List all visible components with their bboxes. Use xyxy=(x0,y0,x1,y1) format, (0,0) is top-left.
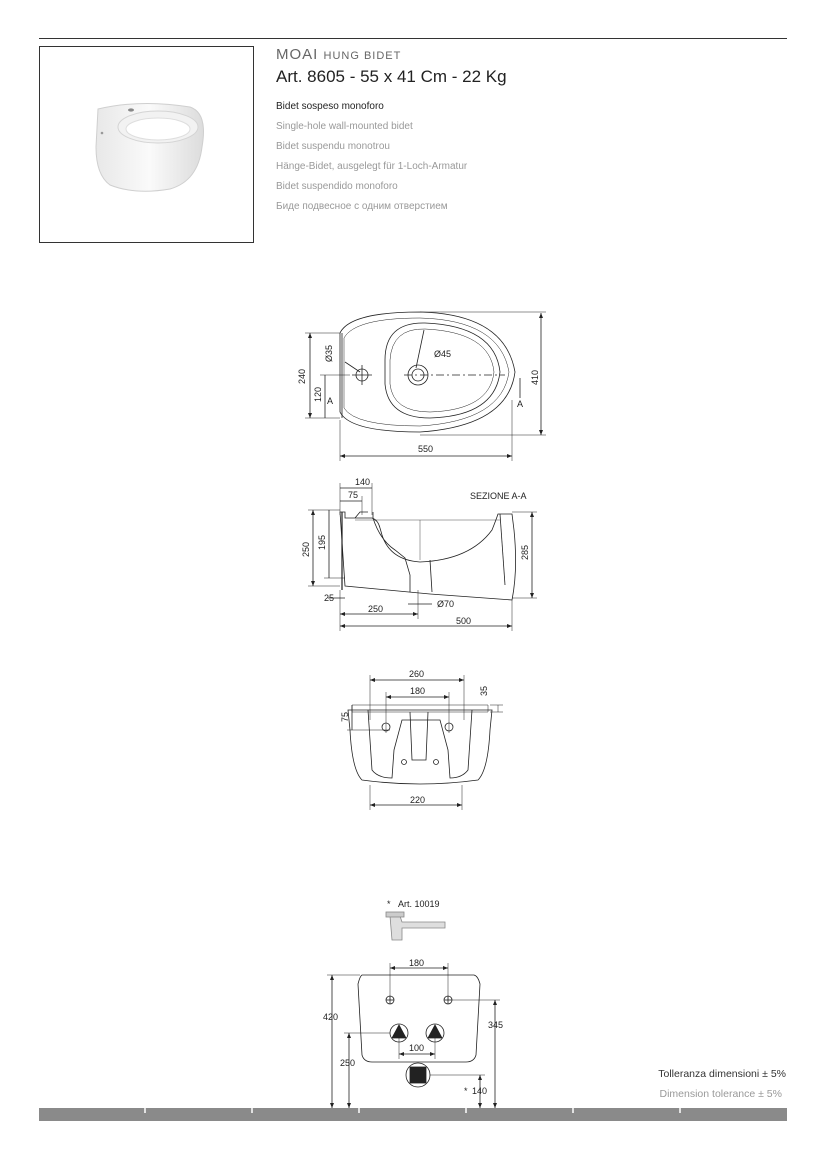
dim-rear-260: 260 xyxy=(409,669,425,679)
dim-section-75: 75 xyxy=(348,490,359,500)
dim-wall-250: 250 xyxy=(340,1058,356,1068)
dim-section-140: 140 xyxy=(355,477,371,487)
dim-wall-420: 420 xyxy=(323,1012,339,1022)
dim-wall-star: * xyxy=(464,1086,468,1096)
accessory-label: Art. 10019 xyxy=(398,899,440,909)
description-en: Single-hole wall-mounted bidet xyxy=(276,121,413,132)
description-ru: Биде подвесное с одним отверстием xyxy=(276,201,448,212)
description-es: Bidet suspendido monoforo xyxy=(276,181,398,192)
section-marker-left: A xyxy=(327,396,334,406)
dim-plan-550: 550 xyxy=(418,444,434,454)
dim-section-250: 250 xyxy=(301,541,311,557)
dim-rear-35: 35 xyxy=(479,685,489,696)
dim-plan-240: 240 xyxy=(297,368,307,384)
dim-plan-d35: Ø35 xyxy=(324,344,334,362)
section-marker-right: A xyxy=(517,399,524,409)
tolerance-it: Tolleranza dimensioni ± 5% xyxy=(658,1068,786,1080)
dim-plan-120: 120 xyxy=(313,386,323,402)
description-it: Bidet sospeso monoforo xyxy=(276,101,384,112)
accessory-star: * xyxy=(387,899,391,909)
dim-rear-75: 75 xyxy=(340,711,350,722)
dim-plan-410: 410 xyxy=(530,369,540,385)
dim-wall-100: 100 xyxy=(409,1043,425,1053)
description-fr: Bidet suspendu monotrou xyxy=(276,141,390,152)
dim-section-25: 25 xyxy=(324,593,335,603)
section-view xyxy=(308,483,537,631)
dim-section-285: 285 xyxy=(520,544,530,560)
dim-wall-345: 345 xyxy=(488,1020,504,1030)
siphon-accessory xyxy=(386,912,445,940)
dim-rear-180: 180 xyxy=(410,686,426,696)
dim-section-250-bottom: 250 xyxy=(368,604,384,614)
dim-wall-140: 140 xyxy=(472,1086,488,1096)
plan-view xyxy=(305,312,546,461)
dim-section-195: 195 xyxy=(317,534,327,550)
dim-section-d70: Ø70 xyxy=(437,599,455,609)
series-subtitle: HUNG BIDET xyxy=(323,50,402,62)
series-name: MOAI xyxy=(276,46,319,63)
dim-plan-d45: Ø45 xyxy=(434,349,452,359)
dim-wall-180: 180 xyxy=(409,958,425,968)
description-de: Hänge-Bidet, ausgelegt für 1-Loch-Armatur xyxy=(276,161,468,172)
tolerance-en: Dimension tolerance ± 5% xyxy=(659,1088,782,1100)
dim-section-500: 500 xyxy=(456,616,472,626)
floor-band xyxy=(39,1108,787,1121)
section-title: SEZIONE A-A xyxy=(470,491,527,501)
dim-rear-220: 220 xyxy=(410,795,426,805)
article-heading: Art. 8605 - 55 x 41 Cm - 22 Kg xyxy=(276,67,507,86)
